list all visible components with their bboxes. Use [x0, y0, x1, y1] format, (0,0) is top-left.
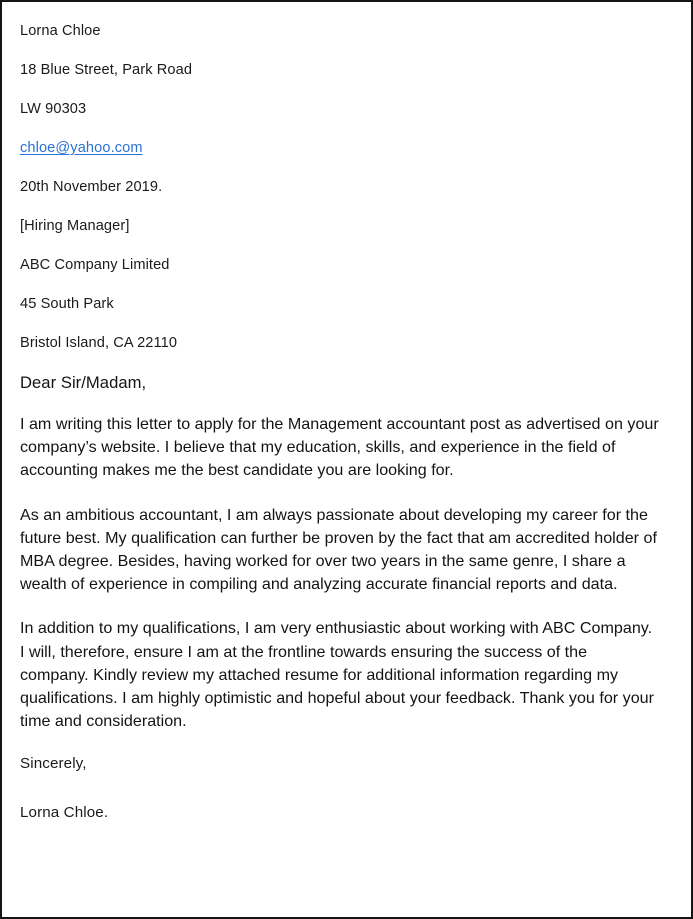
recipient-attention: [Hiring Manager]	[20, 218, 130, 234]
letter-body	[20, 413, 660, 733]
sender-address-block	[20, 22, 665, 196]
letter-date: 20th November 2019.	[20, 179, 163, 195]
recipient-street: 45 South Park	[20, 296, 114, 312]
sender-email-line	[20, 139, 665, 157]
salutation: Dear Sir/Madam,	[20, 373, 147, 392]
recipient-company: ABC Company Limited	[20, 257, 170, 273]
closing-salutation: Sincerely,	[20, 755, 87, 773]
signature-name: Lorna Chloe.	[20, 804, 109, 822]
sender-postal-code: LW 90303	[20, 101, 87, 117]
body-paragraph-1: I am writing this letter to apply for the Management accountant post as advertised on your company’s website. I believe that my education, skills, and experience in the field of accounting makes me the best candidate you are looking for.	[20, 415, 659, 480]
sender-street: 18 Blue Street, Park Road	[20, 62, 193, 78]
recipient-city-state-zip: Bristol Island, CA 22110	[20, 335, 178, 351]
body-paragraph-2: As an ambitious accountant, I am always passionate about developing my career for the future best. My qualification can further be proven by the fact that am accredited holder of MBA degree. Besides, having worked for over two years in the same genre, I share a wealth of experience in compiling and analyzing accurate financial reports and data.	[20, 505, 657, 594]
body-paragraph-3: In addition to my qualifications, I am very enthusiastic about working with ABC Company. I will, therefore, ensure I am at the frontline towards ensuring the success of the company. Kindly review my attached resume for additional information regarding my qualifications. I am highly optimistic and hopeful about your feedback. Thank you for your time and consideration.	[20, 619, 654, 731]
recipient-address-block	[20, 217, 665, 352]
sender-name: Lorna Chloe	[20, 23, 101, 39]
email-link[interactable]: chloe@yahoo.com	[20, 140, 143, 156]
letter-sheet	[2, 2, 691, 917]
